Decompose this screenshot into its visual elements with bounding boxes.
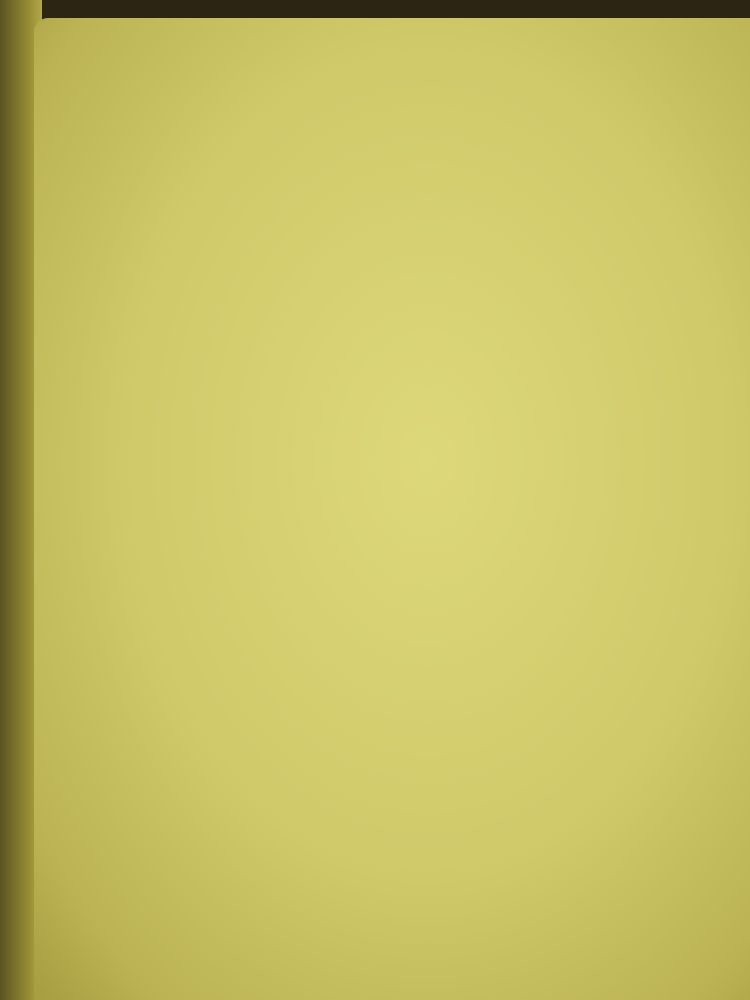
garrison-table [96, 128, 708, 978]
book-page [34, 18, 750, 1000]
